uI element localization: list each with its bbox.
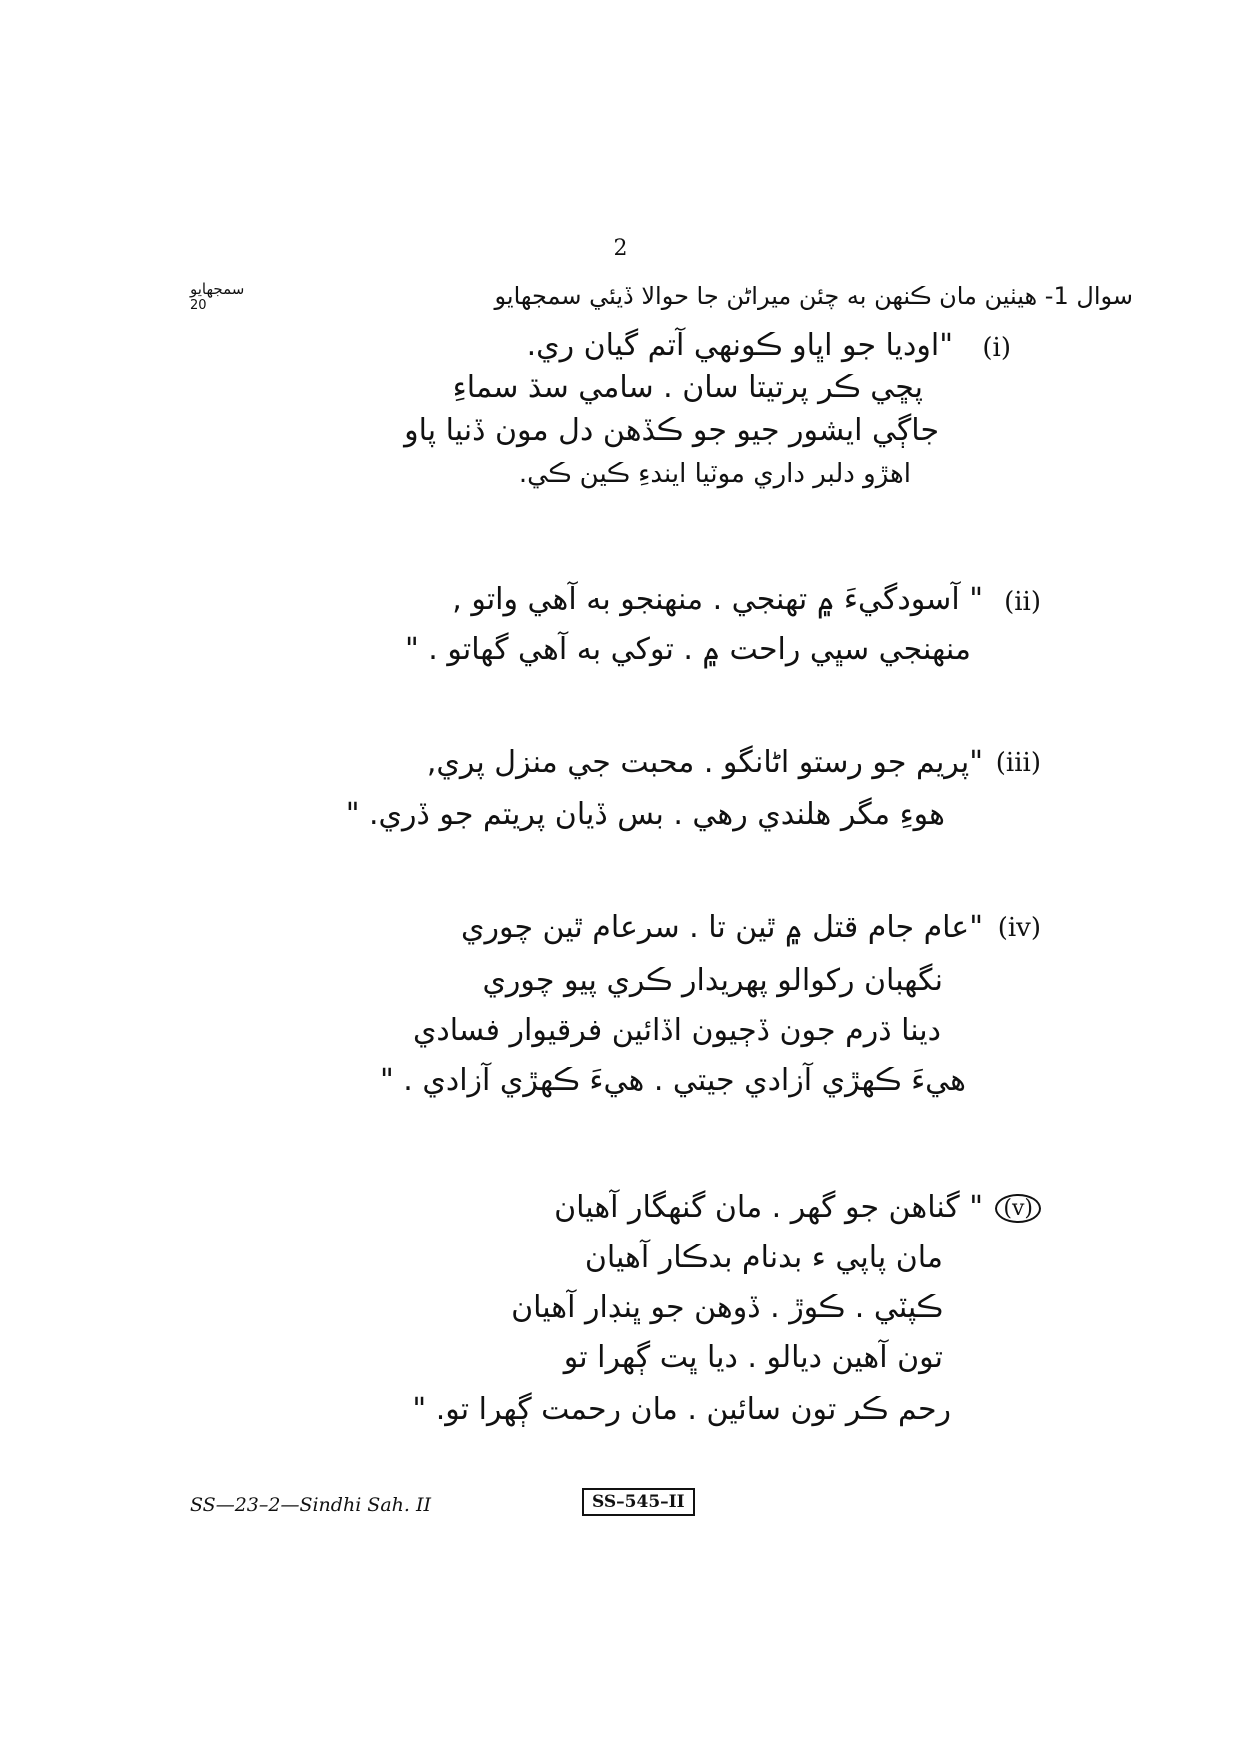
passage-line: نگهبان رکوالو پهريدار ڪري پيو چوري <box>482 963 943 998</box>
footer-code: SS–545–II <box>582 1488 695 1516</box>
passage-line: هيءَ ڪهڙي آزادي جيتي . هيءَ ڪهڙي آزادي . " <box>379 1063 966 1098</box>
passage-line: "اوديا جو اڀاو ڪونهي آتم گيان ري. <box>526 328 953 363</box>
marks-value: 20 <box>190 298 207 313</box>
passage-line: مان پاپي ء بدنام بدڪار آهيان <box>584 1240 943 1275</box>
passage-line: هوءِ مگر هلندي رهي . بس ڏيان پريتم جو ڏري. " <box>345 797 945 832</box>
passage-line: رحم ڪر تون سائين . مان رحمت ڳهرا تو. " <box>412 1392 951 1427</box>
passage-line: ڪپٽي . ڪوڙ . ڏوهن جو ڀنڊار آهيان <box>511 1290 943 1325</box>
passage-line: "پريم جو رستو اڻانگو . محبت جي منزل پري, <box>426 745 983 780</box>
footer-subject: SS—23–2—Sindhi Sah. II <box>190 1494 431 1516</box>
passage-line: "عام جام قتل ۾ ٿين تا . سرعام ٿين چوري <box>460 910 983 945</box>
passage-label: (ii) <box>1004 587 1041 617</box>
passage-line: دينا ڌرم جون ڏڄيون اڏائين فرقيوار فسادي <box>412 1013 941 1048</box>
passage-line: پڇي ڪر پرتيتا سان . سامي سڌ سماءِ <box>452 370 923 405</box>
passage-line: منهنجي سڀي راحت ۾ . توکي به آهي گهاتو . " <box>404 632 971 667</box>
passage-line: تون آهين ديالو . ديا ڀت ڳهرا تو <box>563 1340 943 1375</box>
marks-note <box>190 280 244 313</box>
passage-line: جاڳي ايشور جيو جو ڪڏهن دل مون ڏنيا پاو <box>404 413 939 448</box>
marks-note-text: سمجهايو <box>190 280 245 298</box>
question-header: سوال 1- هيٺين مان ڪنهن به چئن ميراڻن جا حوالا ڏيئي سمجهايو <box>494 282 1133 310</box>
passage-line: " آسودگيءَ ۾ تهنجي . منهنجو به آهي واتو , <box>452 582 983 617</box>
passage-label: (i) <box>982 333 1011 363</box>
passage-label: (iii) <box>995 748 1041 778</box>
page-number: 2 <box>613 236 628 261</box>
passage-label: (v) <box>995 1194 1041 1223</box>
passage-label: (iv) <box>997 913 1041 943</box>
passage-line: اهڙو دلبر داري موٽيا ايندءِ ڪين ڪي. <box>518 459 911 489</box>
passage-line: " گناهن جو گهر . مان گنهگار آهيان <box>554 1190 983 1225</box>
